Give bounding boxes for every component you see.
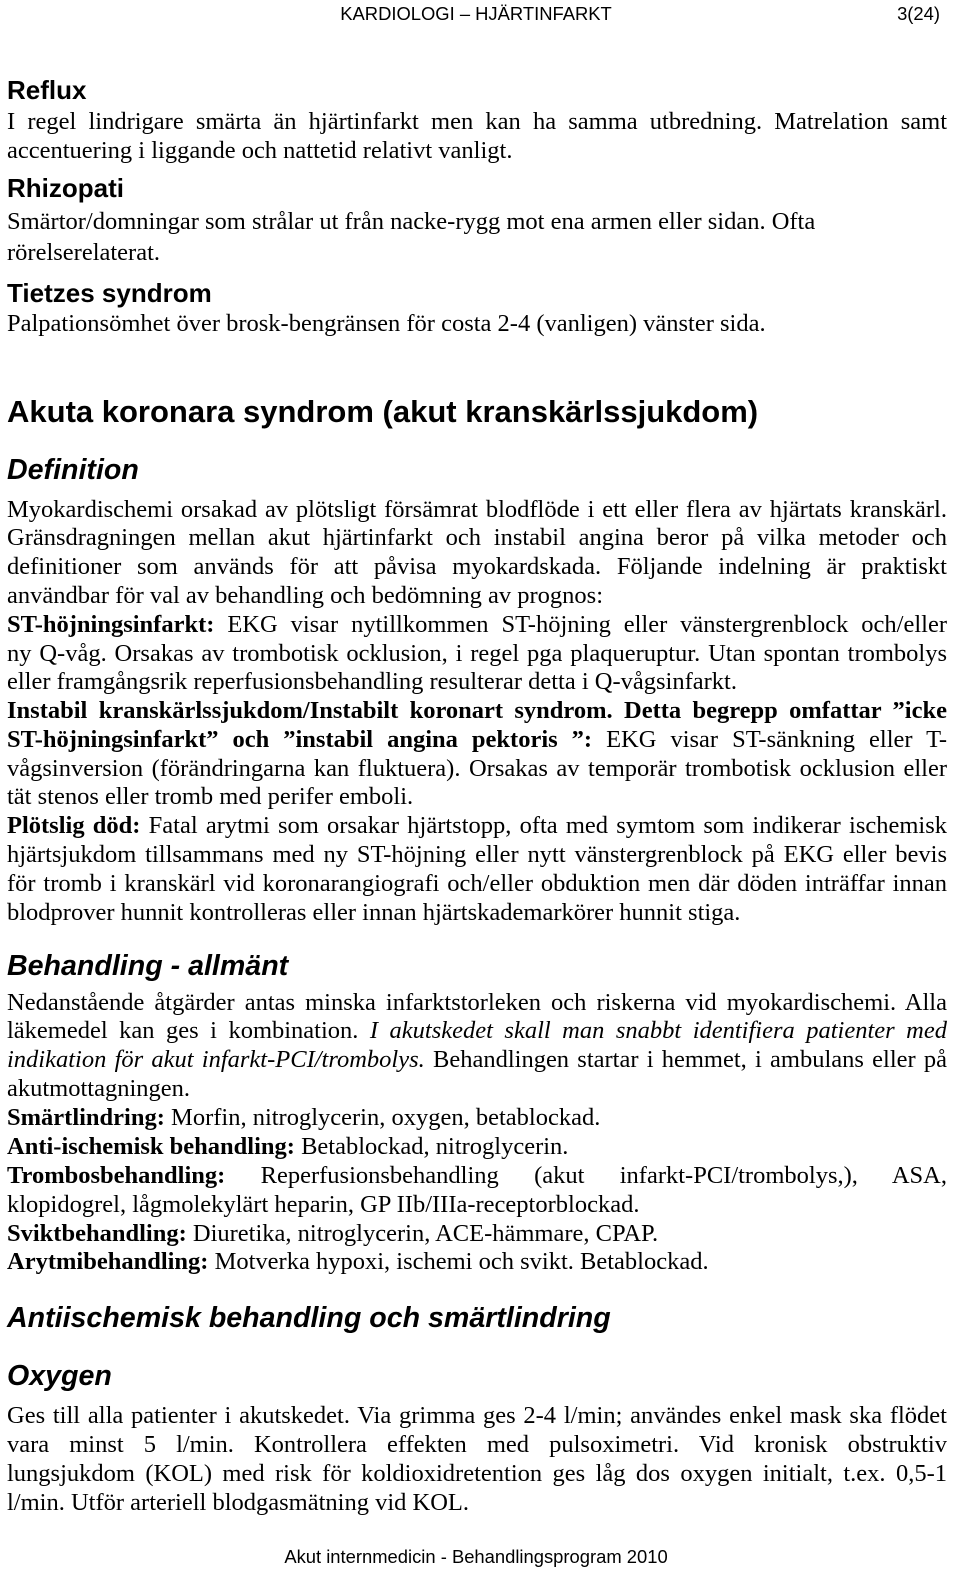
term-description: EKG visar ST-sänkning eller T- <box>606 725 947 753</box>
paragraph-tietze <box>7 309 947 338</box>
text-line: Instabil kranskärlssjukdom/Instabilt koronart syndrom. Detta begrepp omfattar ”icke <box>7 697 947 725</box>
text-line: definitioner som används för att påvisa myokardskada. Följande indelning är praktiskt <box>7 553 947 581</box>
text-line: accentuering i liggande och nattetid relativt vanligt. <box>7 136 513 164</box>
text-line <box>7 1046 947 1075</box>
term-description: Morfin, nitroglycerin, oxygen, betablockad. <box>171 1104 601 1132</box>
text-line: för tromb i kranskärl vid koronarangiografi och/eller obduktion men där döden inträffar innan <box>7 869 947 897</box>
text-line: Smärtor/domningar som strålar ut från nacke-rygg mot ena armen eller sidan. Ofta <box>7 208 816 235</box>
text-line: tät stenos eller tromb med perifer emboli. <box>7 783 414 811</box>
text-line: Gränsdragningen mellan akut hjärtinfarkt och instabil angina beror på vilka metoder och <box>7 524 947 552</box>
text-line: blodprover hunnit kontrolleras eller innan hjärtskademarkörer hunnit stiga. <box>7 898 741 926</box>
emphasis-text: indikation för akut infarkt-PCI/trombolys. <box>7 1046 425 1074</box>
text-line: l/min. Utför arteriell blodgasmätning vid KOL. <box>7 1488 470 1516</box>
term-label: ST-höjningsinfarkt: <box>7 610 215 638</box>
term-description: EKG visar nytillkommen ST-höjning eller vänstergrenblock och/eller <box>227 610 947 638</box>
term-description: Reperfusionsbehandling (akut infarkt-PCI/trombolys,), ASA, <box>260 1161 947 1189</box>
term-label: Trombosbehandling: <box>7 1161 226 1189</box>
text-line: ny Q-våg. Orsakas av trombotisk ocklusion, i regel pga plaqueruptur. Utan spontan trombolys <box>7 639 947 667</box>
term-label: Sviktbehandling: <box>7 1219 187 1247</box>
running-footer: Akut internmedicin - Behandlingsprogram 2010 <box>284 1546 668 1567</box>
term-description: Betablockad, nitroglycerin. <box>301 1132 569 1160</box>
text-line <box>7 1248 947 1277</box>
text-line: lungsjukdom (KOL) med risk för koldioxidretention ges låg dos oxygen initialt, t.ex. 0,5-1 <box>7 1459 947 1487</box>
text-line <box>7 611 947 640</box>
text-line <box>7 1220 947 1249</box>
paragraph-reflux <box>7 107 947 165</box>
text-line: akutmottagningen. <box>7 1075 191 1103</box>
text-line <box>7 1162 947 1191</box>
text-line: vara minst 5 l/min. Kontrollera effekten med pulsoximetri. Vid kronisk obstruktiv <box>7 1430 947 1458</box>
text-line: Ges till alla patienter i akutskedet. Via grimma ges 2-4 l/min; användes enkel mask ska flödet <box>7 1401 947 1429</box>
text-line: Nedanstående åtgärder antas minska infarktstorleken och riskerna vid myokardischemi. Alla <box>7 988 947 1016</box>
text-line: klopidogrel, lågmolekylärt heparin, GP IIb/IIIa-receptorblockad. <box>7 1190 640 1218</box>
line-text: Behandlingen startar i hemmet, i ambulans eller på <box>432 1046 947 1074</box>
text-line: användbar för val av behandling och bedömning av prognos: <box>7 581 604 609</box>
line-text: läkemedel kan ges i kombination. <box>7 1017 359 1045</box>
emphasis-text: I akutskedet skall man snabbt identifiera patienter med <box>369 1017 947 1045</box>
term-description: Fatal arytmi som orsakar hjärtstopp, ofta med symtom som indikerar ischemisk <box>148 812 948 840</box>
heading-oxygen: Oxygen <box>7 1360 112 1392</box>
text-line <box>7 1017 947 1046</box>
text-line <box>7 726 947 755</box>
text-line <box>7 812 947 841</box>
text-line: I regel lindrigare smärta än hjärtinfarkt men kan ha samma utbredning. Matrelation samt <box>7 107 947 135</box>
text-line: vågsinversion (förändringarna kan fluktuera). Orsakas av temporär trombotisk ocklusion eller <box>7 754 947 782</box>
heading-rhizopati: Rhizopati <box>7 173 124 203</box>
term-label: Plötslig död: <box>7 812 141 840</box>
term-label: Anti-ischemisk behandling: <box>7 1132 295 1160</box>
heading-reflux: Reflux <box>7 75 87 105</box>
text-line: eller framgångsrik reperfusionsbehandling resulterar detta i Q-vågsinfarkt. <box>7 668 737 696</box>
term-label: Smärtlindring: <box>7 1104 165 1132</box>
heading-treatment-general: Behandling - allmänt <box>7 950 289 982</box>
text-line: Myokardischemi orsakad av plötsligt försämrat blodflöde i ett eller flera av hjärtats kranskärl. <box>7 495 947 523</box>
page-number: 3(24) <box>897 3 940 24</box>
text-line: Palpationsömhet över brosk-bengränsen för costa 2-4 (vanligen) vänster sida. <box>7 309 766 337</box>
text-line <box>7 1104 947 1133</box>
text-line: hjärtsjukdom tillsammans med ny ST-höjning eller nytt vänstergrenblock på EKG eller bevis <box>7 840 947 868</box>
term-label: ST-höjningsinfarkt” och ”instabil angina pektoris ”: <box>7 725 593 753</box>
heading-definition: Definition <box>7 454 139 486</box>
text-line: rörelserelaterat. <box>7 238 161 266</box>
paragraph-oxygen <box>7 1401 947 1517</box>
term-description: Diuretika, nitroglycerin, ACE-hämmare, CPAP. <box>192 1219 659 1247</box>
term-label: Arytmibehandling: <box>7 1248 209 1276</box>
text-line <box>7 1133 947 1162</box>
running-header-title: KARDIOLOGI – HJÄRTINFARKT <box>340 3 612 24</box>
heading-anti-ischemic: Antiischemisk behandling och smärtlindring <box>7 1302 611 1334</box>
chapter-heading: Akuta koronara syndrom (akut kranskärlssjukdom) <box>7 394 759 429</box>
heading-tietze: Tietzes syndrom <box>7 278 212 308</box>
paragraph-definition <box>7 496 947 928</box>
paragraph-rhizopati <box>7 207 947 268</box>
paragraph-treatment-general <box>7 989 947 1278</box>
term-description: Motverka hypoxi, ischemi och svikt. Betablockad. <box>214 1248 709 1276</box>
